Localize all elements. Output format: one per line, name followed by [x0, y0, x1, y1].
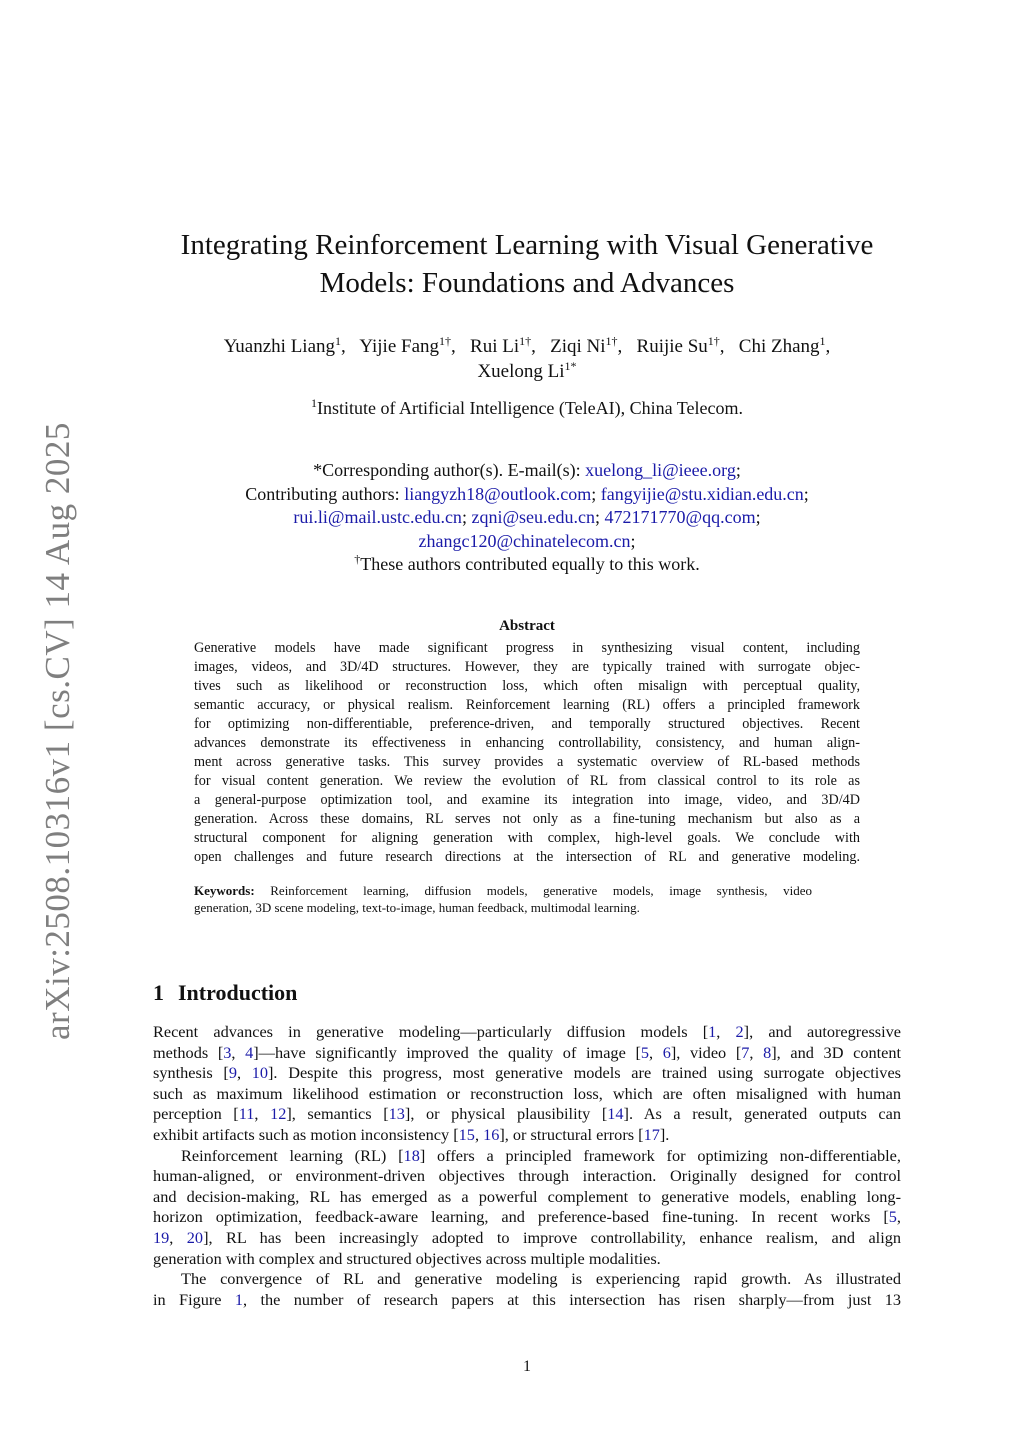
citation-link[interactable]: 12 — [270, 1104, 287, 1124]
email-link[interactable]: liangyzh18@outlook.com — [404, 483, 592, 504]
body-text: ] offers a principled framework for optimizing non-differentiable, — [419, 1145, 901, 1165]
author-list — [160, 334, 894, 384]
email-link[interactable]: rui.li@mail.ustc.edu.cn — [293, 507, 462, 527]
body-text: , — [896, 1207, 901, 1227]
citation-link[interactable]: 18 — [403, 1145, 420, 1165]
page-number: 1 — [523, 1358, 531, 1375]
paper-title — [160, 226, 894, 302]
keywords-line: generation, 3D scene modeling, text-to-image, human feedback, multimodal learning. — [194, 900, 640, 915]
separator: ; — [755, 507, 761, 527]
citation-link[interactable]: 7 — [741, 1042, 750, 1062]
body-line — [153, 1125, 901, 1146]
citation-link[interactable]: 5 — [888, 1207, 897, 1227]
abstract-line: open challenges and future research directions at the intersection of RL and generative modeling. — [194, 849, 860, 865]
body-line — [153, 1249, 901, 1270]
body-text: Recent advances in generative modeling—particularly diffusion models — [153, 1022, 703, 1041]
body-line — [153, 1207, 901, 1228]
abstract-line: images, videos, and 3D/4D structures. However, they are typically trained with surrogate objec- — [194, 659, 860, 675]
author-mark: 1 — [335, 334, 342, 348]
abstract-line: structural component for aligning generation with complex, high-level goals. We conclude with — [194, 830, 860, 846]
abstract-line: a general-purpose optimization tool, and examine its integration into image, video, and 3D/4D — [194, 792, 860, 808]
abstract-line: semantic accuracy, or physical realism. Reinforcement learning (RL) offers a principled framework — [194, 697, 860, 713]
body-line — [153, 1022, 901, 1043]
author: Yuanzhi Liang$^1$, — [223, 334, 346, 357]
body-line — [153, 1063, 901, 1084]
section-title: Introduction — [178, 980, 298, 1005]
abstract-line: advances demonstrate its effectiveness in enhancing controllability, consistency, and human align- — [194, 735, 860, 751]
section-number: 1 — [153, 980, 164, 1005]
corresponding-line — [160, 459, 894, 483]
author-name: Yuanzhi Liang — [223, 336, 336, 357]
email-link[interactable]: zhangc120@chinatelecom.cn — [418, 530, 631, 551]
citation-link[interactable]: 19 — [153, 1227, 170, 1247]
body-text: ]. Despite this progress, most generative models are trained using surrogate objectives — [268, 1063, 901, 1083]
arxiv-identifier-stamp: arXiv:2508.10316v1 [cs.CV] 14 Aug 2025 — [38, 422, 77, 1040]
separator: ; — [630, 530, 636, 551]
body-text: such as maximum likelihood estimation or reconstruction loss, which are often misaligned with human — [153, 1083, 901, 1103]
body-text: ]—have significantly improved the quality of image [ — [253, 1042, 641, 1062]
email-link[interactable]: 472171770@qq.com — [604, 507, 756, 527]
affiliation — [160, 396, 894, 420]
body-line — [153, 1290, 901, 1311]
body-text: , — [254, 1104, 271, 1124]
body-text: ], video [ — [670, 1042, 742, 1062]
body-line — [153, 1228, 901, 1249]
citation-link[interactable]: 1 — [708, 1022, 717, 1041]
keywords — [194, 882, 812, 916]
abstract-heading: Abstract — [499, 618, 555, 634]
body-line — [153, 1043, 901, 1064]
contributing-line — [160, 483, 894, 507]
author-name: Yijie Fang — [359, 336, 440, 357]
body-line — [153, 1104, 901, 1125]
author-name: Ruijie Su — [636, 336, 708, 357]
title-line: Integrating Reinforcement Learning with Visual Generative — [180, 229, 874, 261]
body-text: ], and 3D content — [771, 1042, 901, 1062]
body-text: ], and autoregressive — [743, 1022, 901, 1041]
body-text: ], or physical plausibility [ — [404, 1104, 608, 1124]
citation-link[interactable]: 6 — [662, 1042, 671, 1062]
keywords-line — [194, 882, 812, 899]
dagger-mark: † — [354, 552, 361, 566]
keywords-text: Reinforcement learning, diffusion models, generative models, image synthesis, video — [254, 883, 812, 898]
citation-link[interactable]: 8 — [763, 1042, 772, 1062]
author: Rui $Li^{1\dagger}$, — [470, 334, 536, 357]
body-text: in Figure — [153, 1289, 235, 1309]
body-text: ]. As a result, generated outputs can — [623, 1104, 901, 1124]
author-name: Ziqi Ni — [550, 336, 606, 357]
body-text: , — [169, 1227, 187, 1247]
citation-link[interactable]: 15 — [458, 1124, 475, 1144]
body-text: Reinforcement learning (RL) [ — [181, 1145, 404, 1165]
corresponding-label: *Corresponding author(s). E-mail(s): — [313, 460, 586, 480]
citation-link[interactable]: 16 — [483, 1124, 500, 1144]
separator: ; — [595, 507, 601, 527]
citation-link[interactable]: 14 — [607, 1104, 624, 1124]
contact-block — [160, 459, 894, 577]
separator: ; — [461, 507, 467, 527]
body-text: , — [231, 1042, 246, 1062]
body-text: generation with complex and structured objectives across multiple modalities. — [153, 1248, 661, 1268]
body-text: , — [649, 1042, 663, 1062]
body-line — [153, 1166, 901, 1187]
author-mark: 1† — [605, 334, 618, 348]
body-line — [153, 1146, 901, 1167]
body-text: , — [474, 1124, 484, 1144]
citation-link[interactable]: 5 — [640, 1042, 650, 1062]
citation-link[interactable]: 20 — [186, 1227, 204, 1247]
separator: ; — [735, 460, 741, 480]
body-text: and decision-making, RL has emerged as a powerful complement to generative models, enabling long- — [153, 1186, 901, 1206]
citation-link[interactable]: 1 — [234, 1289, 244, 1309]
citation-link[interactable]: 11 — [238, 1104, 255, 1124]
abstract-line: tives such as likelihood or reconstruction loss, which often misalign with perceptual quality, — [194, 678, 860, 694]
body-text: perception [ — [153, 1104, 239, 1124]
citation-link[interactable]: 13 — [388, 1104, 405, 1124]
body-text: [ — [702, 1022, 709, 1041]
contributing-line — [160, 530, 894, 554]
body-text: The convergence of RL and generative modeling is experiencing rapid growth. As illustrated — [181, 1269, 901, 1289]
author: Chi Zhang$^1$, — [738, 334, 831, 357]
equal-contribution-text: These authors contributed equally to this work. — [360, 554, 700, 574]
author: Ziqi $Ni^{1\dagger}$, — [550, 334, 623, 357]
abstract-line: for visual content generation. We review the evolution of RL from classical control to its role as — [194, 773, 860, 789]
author-mark: 1† — [707, 334, 720, 348]
citation-link[interactable]: 9 — [228, 1063, 237, 1083]
affiliation-mark: 1 — [311, 396, 317, 410]
body-line — [153, 1269, 901, 1290]
body-text: human-aligned, or environment-driven objectives through interaction. Originally designed for control — [153, 1166, 901, 1186]
body-text: , — [716, 1022, 736, 1041]
body-text: methods [ — [153, 1042, 224, 1062]
equal-contribution-note — [160, 553, 894, 577]
citation-link[interactable]: 4 — [245, 1042, 254, 1062]
body-text: ]. — [659, 1124, 670, 1144]
author-mark: 1 — [819, 334, 826, 348]
body-text: horizon optimization, feedback-aware learning, and preference-based fine-tuning. In recent works [ — [153, 1207, 889, 1227]
abstract-line: generation. Across these domains, RL serves not only as a fine-tuning mechanism but also as a — [194, 811, 860, 827]
email-link[interactable]: zqni@seu.edu.cn — [471, 507, 595, 527]
citation-link[interactable]: 10 — [251, 1063, 269, 1083]
author: Ruijie $Su^{1\dagger}$, — [636, 334, 725, 357]
email-link[interactable]: fangyijie@stu.xidian.edu.cn — [600, 483, 804, 504]
author-mark: 1* — [564, 359, 577, 373]
abstract-line: for optimizing non-differentiable, preference-driven, and temporally structured objectives. Recent — [194, 716, 860, 732]
citation-link[interactable]: 3 — [223, 1042, 232, 1062]
affiliation-text: Institute of Artificial Intelligence (TeleAI), China Telecom. — [317, 398, 743, 418]
author: Yijie Fang$^{1\dagger}$, — [359, 334, 456, 357]
citation-link[interactable]: 2 — [735, 1022, 744, 1041]
author — [477, 361, 576, 382]
abstract-body — [194, 639, 860, 867]
body-text: , — [236, 1063, 252, 1083]
author-name: Chi Zhang — [738, 336, 820, 357]
author-name: Xuelong Li — [477, 361, 565, 382]
body-line — [153, 1187, 901, 1208]
email-link[interactable]: xuelong_li@ieee.org — [585, 460, 736, 480]
body-text: ], RL has been increasingly adopted to improve controllability, enhance realism, and align — [203, 1227, 901, 1247]
title-line: Models: Foundations and Advances — [319, 267, 735, 299]
citation-link[interactable]: 17 — [643, 1124, 660, 1144]
abstract-line: ment across generative tasks. This survey provides a systematic overview of RL-based methods — [194, 754, 860, 770]
body-text: synthesis [ — [153, 1063, 229, 1083]
author-mark: 1† — [519, 334, 532, 348]
separator: ; — [803, 483, 809, 504]
abstract-line: Generative models have made significant progress in synthesizing visual content, including — [194, 640, 860, 656]
body-text: ], or structural errors [ — [499, 1124, 644, 1144]
body-text: , the number of research papers at this intersection has risen sharply—from just 13 — [243, 1289, 901, 1309]
contributing-line — [160, 506, 894, 530]
section-heading — [153, 978, 653, 1008]
contributing-label: Contributing authors: — [245, 483, 405, 504]
body-line — [153, 1084, 901, 1105]
keywords-label: Keywords: — [194, 883, 255, 898]
body-text: ], semantics [ — [286, 1104, 389, 1124]
introduction-body — [153, 1022, 901, 1310]
author-name: Rui Li — [470, 336, 520, 357]
separator: ; — [591, 483, 597, 504]
author-mark: 1† — [439, 334, 452, 348]
body-text: , — [749, 1042, 764, 1062]
body-text: exhibit artifacts such as motion inconsistency [ — [153, 1124, 459, 1144]
